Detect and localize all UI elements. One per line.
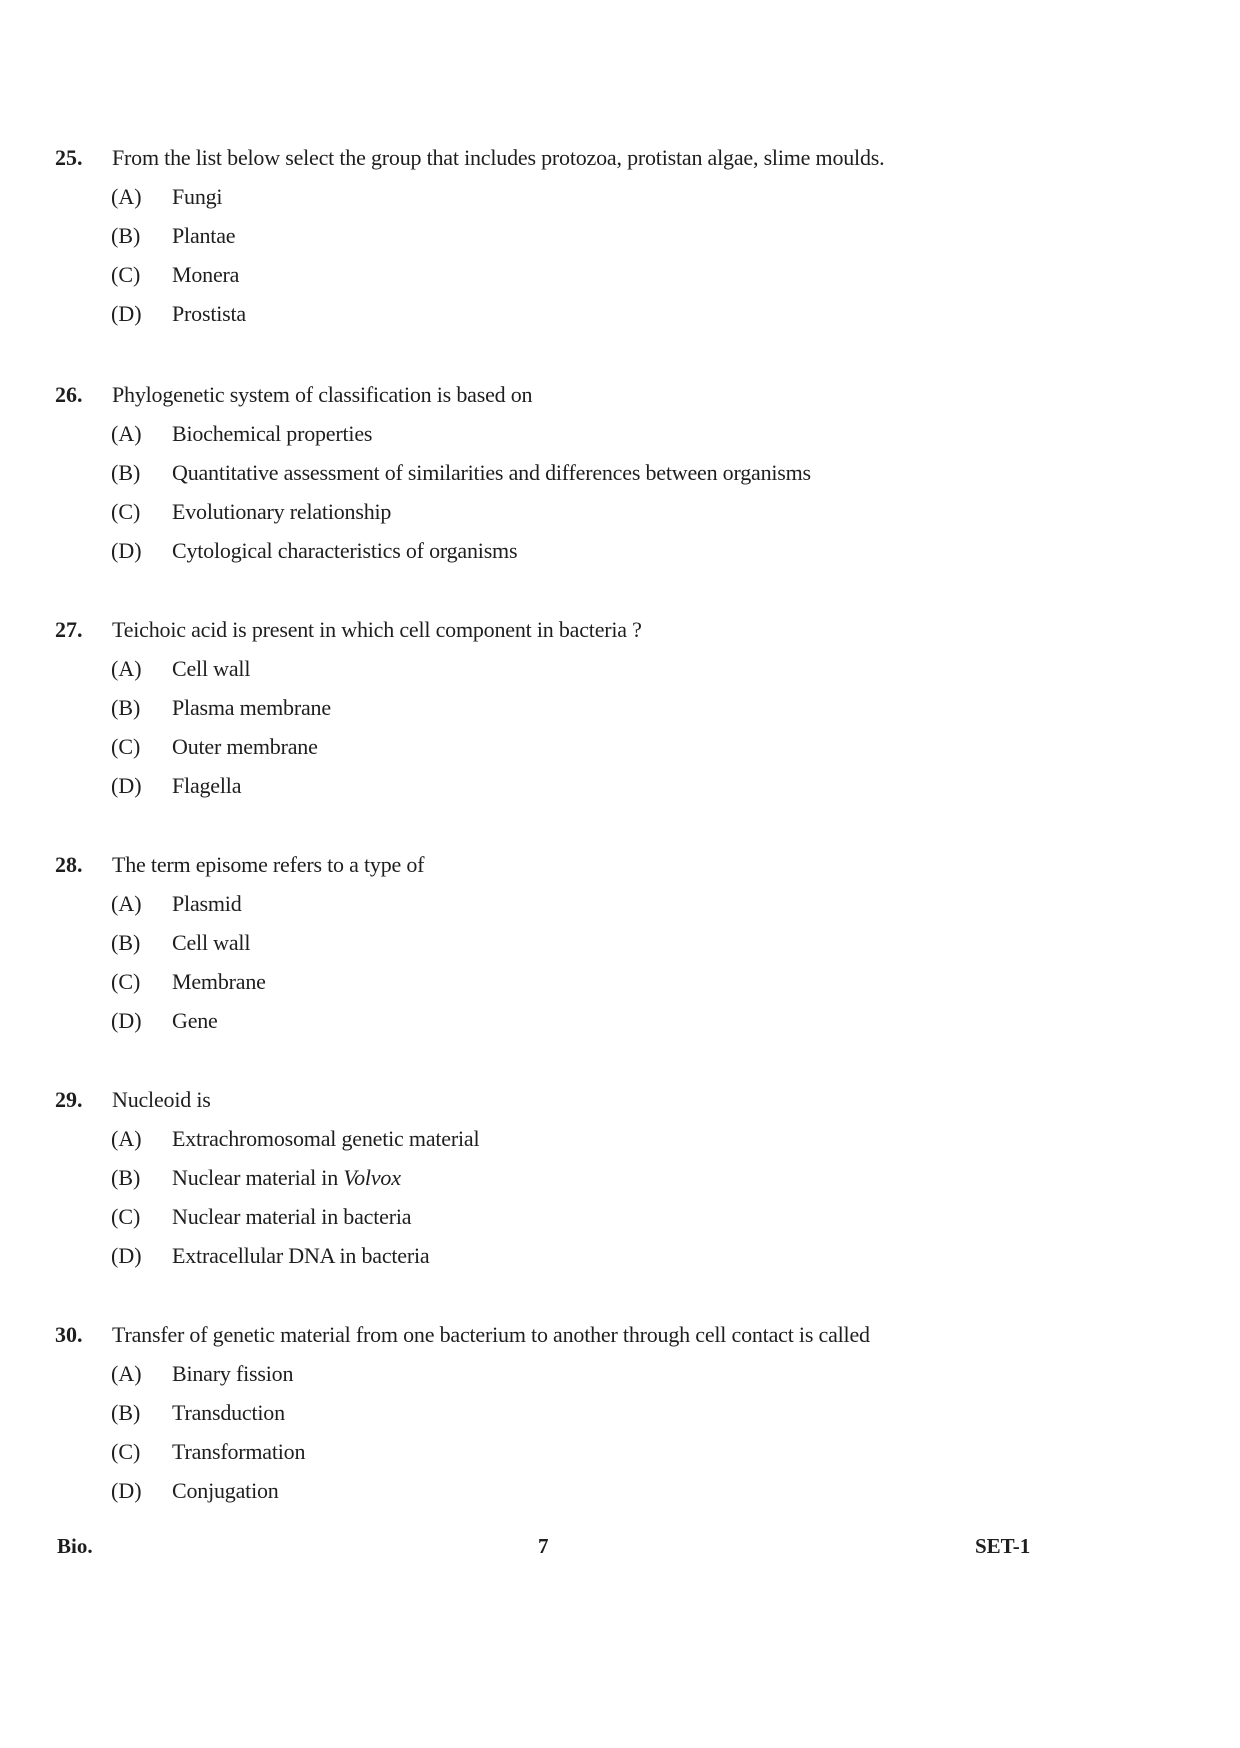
option-d [0, 1243, 1000, 1282]
option-d [0, 538, 1000, 577]
option-text: Transformation [172, 1439, 306, 1464]
option-text: Conjugation [172, 1478, 279, 1503]
option-text: Outer membrane [172, 734, 318, 759]
option-b [0, 460, 1000, 499]
option-letter: (D) [111, 773, 142, 798]
option-a [0, 891, 1000, 930]
option-c [0, 1439, 1000, 1478]
options-list [0, 184, 1000, 340]
option-letter: (C) [111, 1204, 141, 1229]
option-text: Biochemical properties [172, 421, 373, 446]
options-list [0, 421, 1000, 577]
option-d [0, 1478, 1000, 1517]
option-text: Gene [172, 1008, 218, 1033]
option-text: Transduction [172, 1400, 285, 1425]
option-c [0, 969, 1000, 1008]
option-letter: (D) [111, 301, 142, 326]
option-letter: (B) [111, 223, 141, 248]
option-c [0, 1204, 1000, 1243]
option-b [0, 930, 1000, 969]
option-a [0, 184, 1000, 223]
option-d [0, 301, 1000, 340]
option-text: Cytological characteristics of organisms [172, 538, 518, 563]
option-text: Extrachromosomal genetic material [172, 1126, 480, 1151]
option-a [0, 421, 1000, 460]
option-letter: (B) [111, 930, 141, 955]
option-letter: (C) [111, 262, 141, 287]
option-letter: (C) [111, 499, 141, 524]
page-footer [0, 1534, 1240, 1564]
question-text: Phylogenetic system of classification is based on [112, 382, 533, 407]
option-letter: (C) [111, 734, 141, 759]
subject-code: Bio. [57, 1534, 93, 1558]
option-letter: (C) [111, 1439, 141, 1464]
option-letter: (A) [111, 656, 142, 681]
question-number: 25. [55, 145, 83, 170]
option-text: Fungi [172, 184, 223, 209]
option-text-italic: Volvox [343, 1165, 401, 1190]
option-letter: (A) [111, 421, 142, 446]
option-letter: (B) [111, 460, 141, 485]
option-c [0, 734, 1000, 773]
option-text [172, 1165, 401, 1191]
options-list [0, 891, 1000, 1047]
option-a [0, 1126, 1000, 1165]
option-text: Nuclear material in bacteria [172, 1204, 412, 1229]
options-list [0, 1126, 1000, 1282]
option-text: Quantitative assessment of similarities and differences between organisms [172, 460, 811, 485]
option-text: Binary fission [172, 1361, 294, 1386]
option-text: Evolutionary relationship [172, 499, 392, 524]
option-text: Monera [172, 262, 240, 287]
question-text: Nucleoid is [112, 1087, 211, 1112]
options-list [0, 1361, 1000, 1517]
options-list [0, 656, 1000, 812]
option-a [0, 1361, 1000, 1400]
option-a [0, 656, 1000, 695]
option-letter: (B) [111, 695, 141, 720]
set-label: SET-1 [975, 1534, 1031, 1558]
option-d [0, 1008, 1000, 1047]
option-text: Cell wall [172, 656, 251, 681]
option-text: Plantae [172, 223, 236, 248]
option-letter: (B) [111, 1165, 141, 1190]
option-text: Prostista [172, 301, 246, 326]
option-letter: (C) [111, 969, 141, 994]
option-text: Cell wall [172, 930, 251, 955]
question-text: Transfer of genetic material from one bacterium to another through cell contact is called [112, 1322, 870, 1347]
question-number: 30. [55, 1322, 83, 1347]
question-number: 26. [55, 382, 83, 407]
question-number: 29. [55, 1087, 83, 1112]
option-letter: (D) [111, 538, 142, 563]
option-c [0, 499, 1000, 538]
question-text: Teichoic acid is present in which cell component in bacteria ? [112, 617, 642, 642]
option-letter: (D) [111, 1243, 142, 1268]
option-b [0, 223, 1000, 262]
question-number: 27. [55, 617, 83, 642]
option-letter: (A) [111, 891, 142, 916]
question-text: From the list below select the group that includes protozoa, protistan algae, slime moulds. [112, 145, 885, 170]
option-text: Membrane [172, 969, 266, 994]
option-c [0, 262, 1000, 301]
option-text: Plasma membrane [172, 695, 331, 720]
option-letter: (A) [111, 1126, 142, 1151]
question-number: 28. [55, 852, 83, 877]
option-text-plain: Nuclear material in [172, 1165, 344, 1190]
option-letter: (B) [111, 1400, 141, 1425]
option-d [0, 773, 1000, 812]
page-number: 7 [538, 1534, 549, 1558]
option-letter: (D) [111, 1478, 142, 1503]
option-b [0, 1400, 1000, 1439]
question-text: The term episome refers to a type of [112, 852, 425, 877]
option-letter: (A) [111, 184, 142, 209]
option-text: Flagella [172, 773, 242, 798]
option-letter: (A) [111, 1361, 142, 1386]
option-b [0, 1165, 1000, 1204]
option-text: Plasmid [172, 891, 242, 916]
option-b [0, 695, 1000, 734]
option-letter: (D) [111, 1008, 142, 1033]
option-text: Extracellular DNA in bacteria [172, 1243, 430, 1268]
